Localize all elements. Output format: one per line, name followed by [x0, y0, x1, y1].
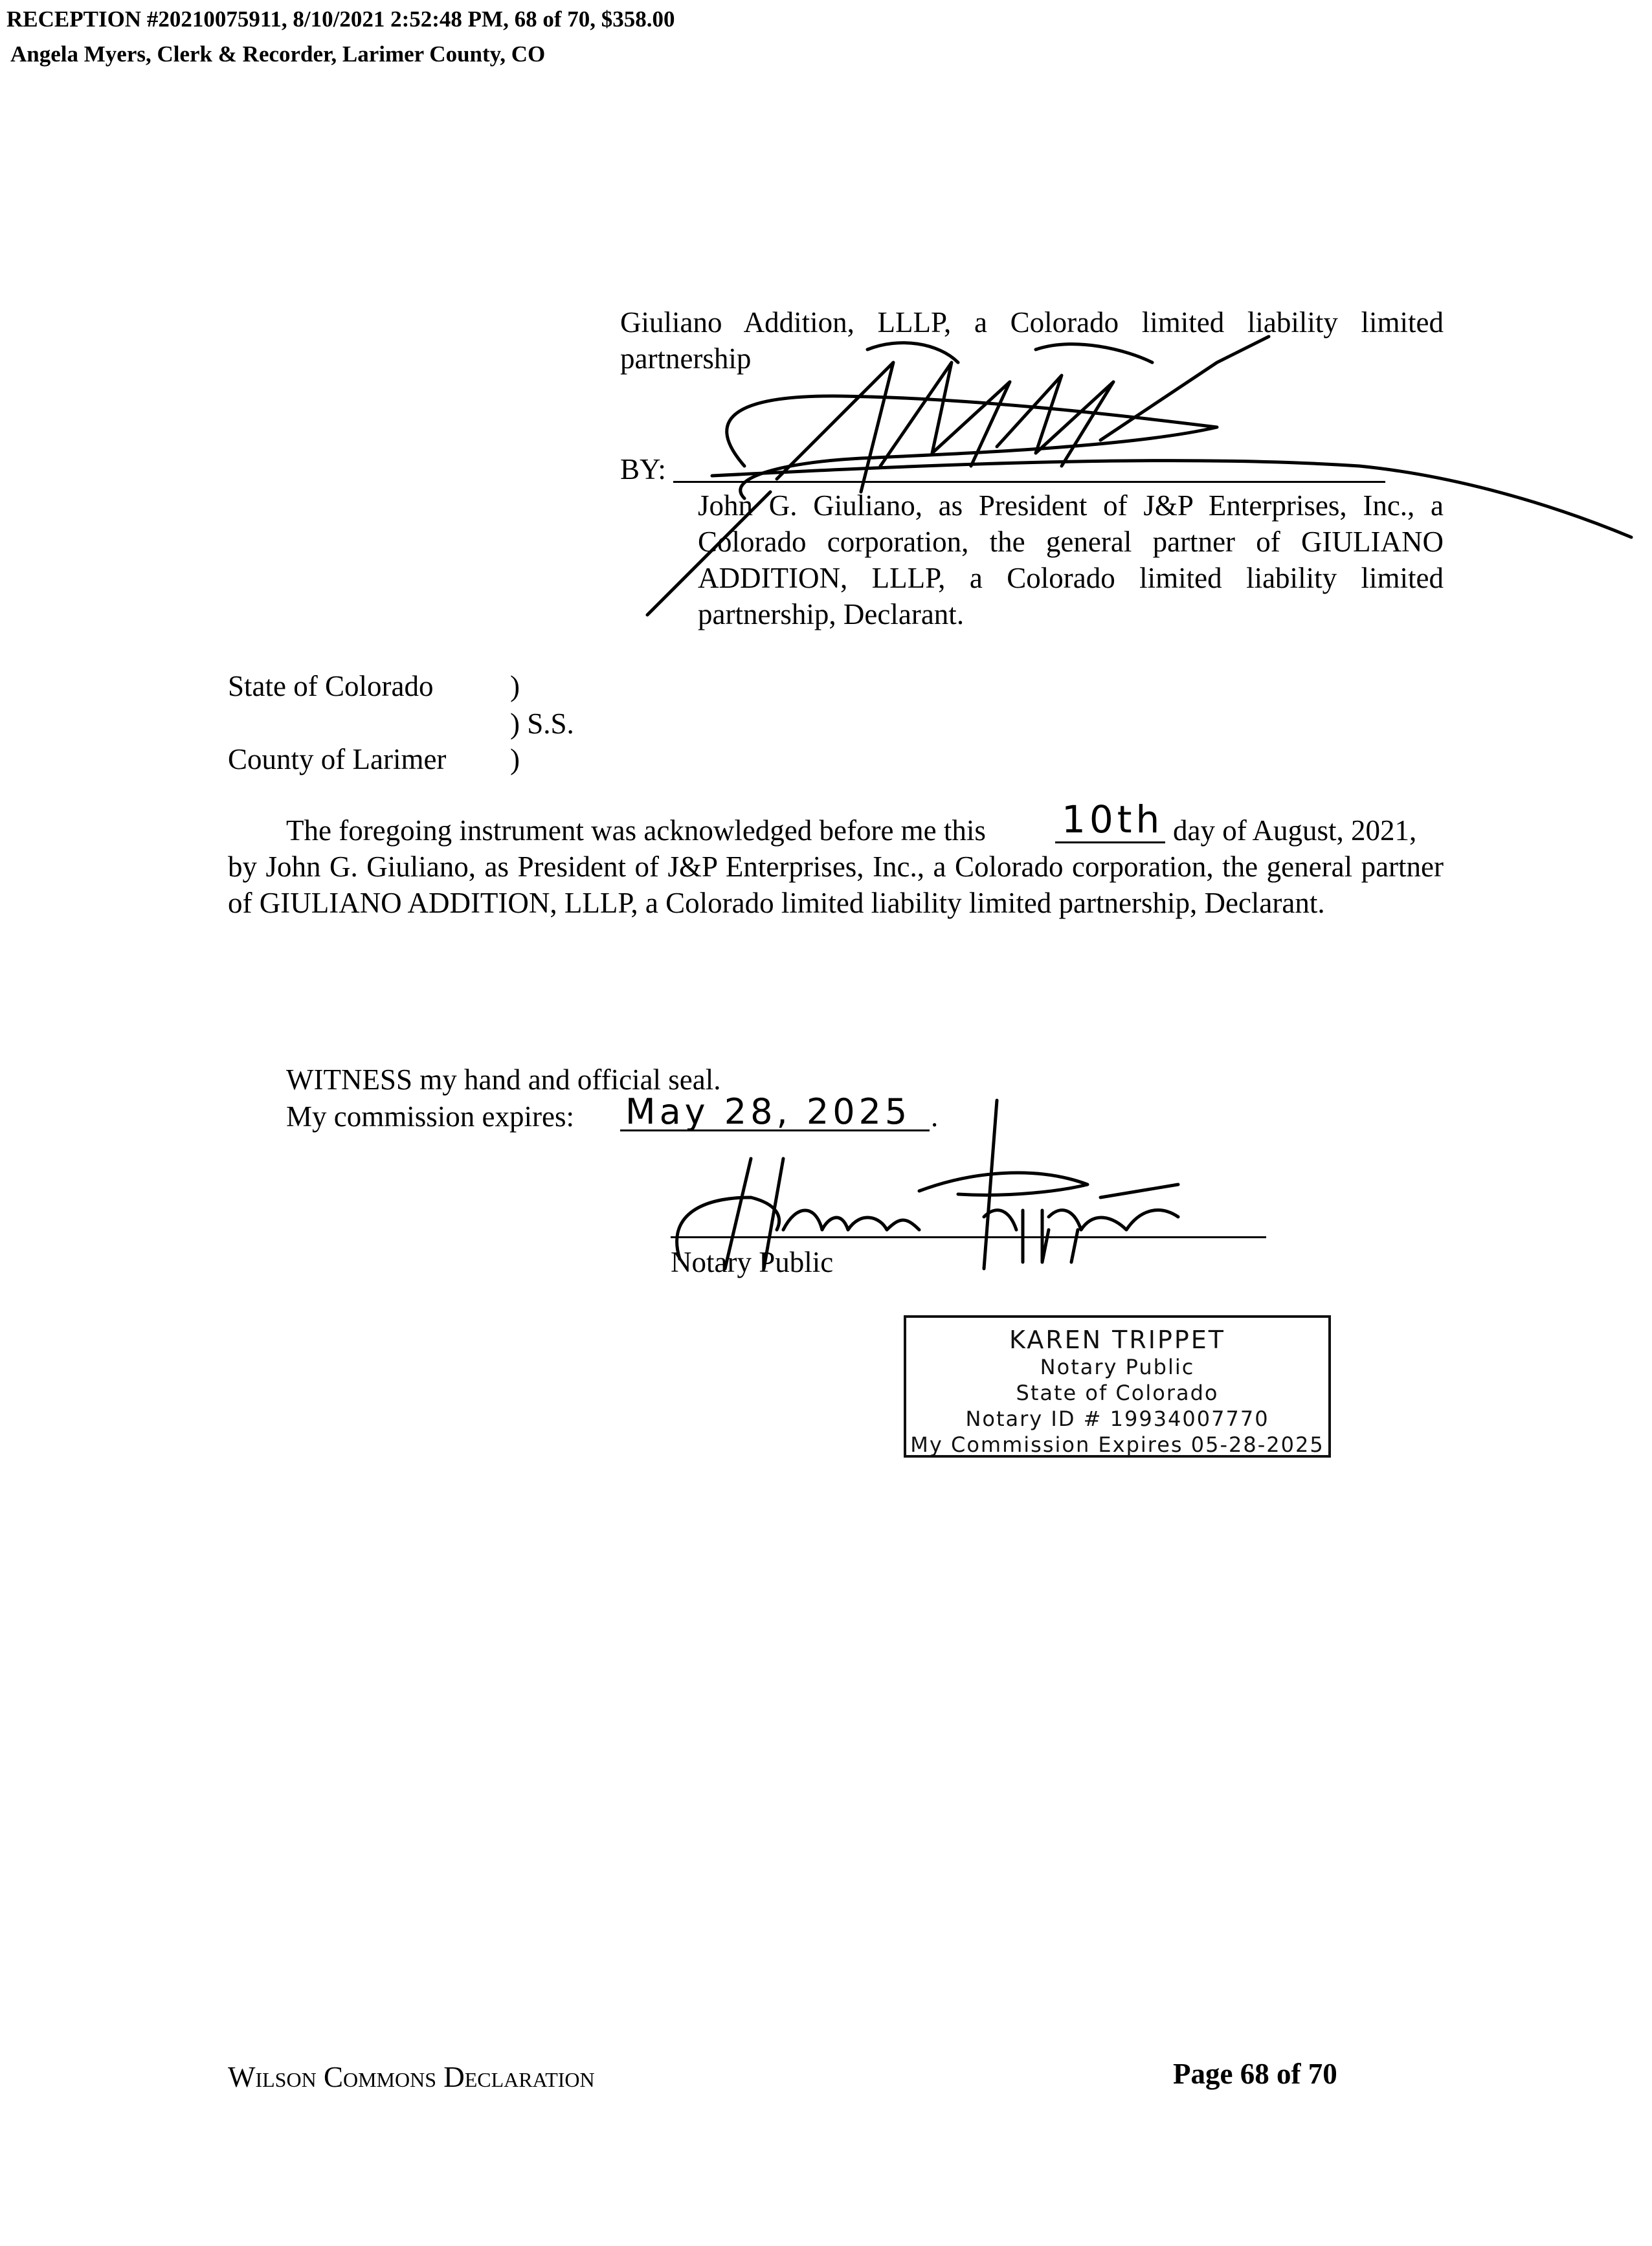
clerk-line: Angela Myers, Clerk & Recorder, Larimer County, CO: [10, 41, 546, 67]
reception-line: RECEPTION #20210075911, 8/10/2021 2:52:48 PM, 68 of 70, $358.00: [6, 6, 675, 32]
footer-page-total: 70: [1308, 2058, 1337, 2090]
venue-paren-2: ): [510, 743, 520, 775]
footer-page-of: of: [1276, 2058, 1301, 2090]
day-handwritten: 10th: [1062, 797, 1164, 841]
entity-name-line-2: partnership: [620, 342, 752, 375]
venue-ss: ) S.S.: [510, 707, 574, 740]
ack-remaining: by John G. Giuliano, as President of J&P Enterprises, Inc., a Colorado corporation, the general partner of GIULIANO ADDITION, LLLP, a Colorado limited liability limited partnership, Declarant.: [228, 851, 1444, 919]
footer-doc-name: Wilson Commons Declaration: [228, 2061, 595, 2093]
footer-page-prefix: Page: [1173, 2058, 1233, 2090]
trippet-signature: [677, 1100, 1178, 1269]
signer-block: John G. Giuliano, as President of J&P Enterprises, Inc., a Colorado corporation, the general partner of GIULIANO ADDITION, LLLP, a Colorado limited liability limited partnership, Declarant.: [698, 489, 1444, 630]
witness-line: WITNESS my hand and official seal.: [286, 1063, 721, 1096]
notary-public-label: Notary Public: [671, 1246, 834, 1278]
stamp-expires: My Commission Expires 05-28-2025: [910, 1432, 1324, 1457]
ack-first-line-rest: day of August, 2021,: [1173, 814, 1417, 847]
stamp-notary-id: Notary ID # 19934007770: [965, 1407, 1269, 1431]
stamp-name: KAREN TRIPPET: [1009, 1326, 1226, 1354]
entity-name-line: Giuliano Addition, LLLP, a Colorado limited liability limited: [620, 306, 1444, 339]
commission-handwritten: May 28, 2025: [625, 1091, 911, 1132]
by-label: BY:: [620, 453, 666, 485]
giuliano-signature: [647, 337, 1631, 615]
stamp-state: State of Colorado: [1016, 1381, 1219, 1405]
venue-state: State of Colorado: [228, 670, 434, 702]
commission-period: .: [931, 1100, 939, 1133]
stamp-title: Notary Public: [1040, 1355, 1195, 1379]
venue-county: County of Larimer: [228, 743, 447, 775]
ack-intro: The foregoing instrument was acknowledged before me this: [286, 814, 986, 847]
commission-label: My commission expires:: [286, 1100, 574, 1133]
footer-page-num: 68: [1240, 2058, 1269, 2090]
venue-paren-1: ): [510, 670, 520, 702]
